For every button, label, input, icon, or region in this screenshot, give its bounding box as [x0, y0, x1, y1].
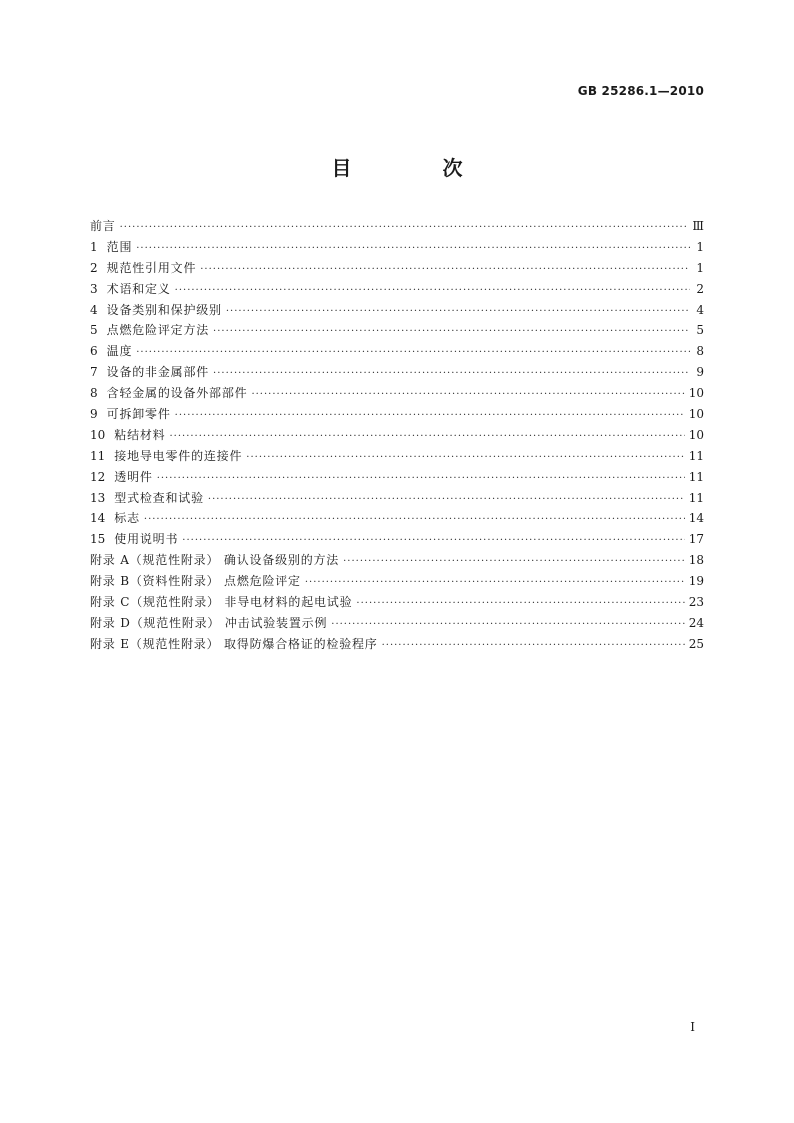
toc-leader-dots: [175, 281, 690, 302]
toc-entry-label: 范围: [106, 239, 133, 254]
toc-leader-dots: [382, 636, 685, 657]
toc-entry-number: 5: [90, 323, 98, 338]
toc-entry-label: 附录 B（资料性附录） 点燃危险评定: [90, 574, 301, 589]
toc-entry-label: 可拆卸零件: [106, 407, 171, 422]
toc-entry[interactable]: [90, 592, 704, 613]
toc-entry-label: 接地导电零件的连接件: [114, 448, 243, 463]
toc-leader-dots: [175, 406, 685, 427]
toc-entry-page: 24: [688, 615, 704, 630]
toc-entry[interactable]: [90, 362, 704, 383]
toc-leader-dots: [251, 385, 684, 406]
toc-entry-number: 7: [90, 365, 98, 380]
toc-leader-dots: [157, 469, 685, 490]
toc-entry[interactable]: [90, 634, 704, 655]
toc-entry[interactable]: [90, 550, 704, 571]
toc-entry-label: 附录 E（规范性附录） 取得防爆合格证的检验程序: [90, 636, 378, 651]
page-number: I: [690, 1020, 695, 1034]
toc-entry[interactable]: [90, 216, 704, 237]
toc-entry-number: 6: [90, 344, 98, 359]
toc-entry[interactable]: [90, 383, 704, 404]
toc-entry-number: 8: [90, 386, 98, 401]
toc-entry[interactable]: [90, 613, 704, 634]
toc-entry-page: 18: [688, 553, 704, 568]
toc-leader-dots: [356, 594, 684, 615]
toc-entry-page: 1: [696, 239, 704, 254]
toc-entry-page: 10: [688, 427, 704, 442]
toc-entry-page: 17: [688, 532, 704, 547]
toc-entry-label: 含轻金属的设备外部部件: [106, 386, 248, 401]
toc-leader-dots: [213, 322, 690, 343]
toc-leader-dots: [136, 239, 690, 260]
toc-leader-dots: [208, 490, 685, 511]
toc-leader-dots: [246, 448, 684, 469]
toc-leader-dots: [331, 615, 684, 636]
toc-leader-dots: [120, 218, 689, 239]
toc-entry-number: 2: [90, 260, 98, 275]
toc-entry[interactable]: [90, 341, 704, 362]
toc-entry-label: 附录 C（规范性附录） 非导电材料的起电试验: [90, 595, 353, 610]
toc-entry-number: 15: [90, 532, 106, 547]
toc-entry[interactable]: [90, 237, 704, 258]
toc-leader-dots: [169, 427, 684, 448]
toc-entry-label: 附录 A（规范性附录） 确认设备级别的方法: [90, 553, 340, 568]
toc-entry-page: 8: [696, 344, 704, 359]
toc-entry-label: 术语和定义: [106, 281, 171, 296]
toc-entry[interactable]: [90, 320, 704, 341]
toc-leader-dots: [200, 260, 690, 281]
toc-entry-page: 4: [696, 302, 704, 317]
toc-entry-page: 9: [696, 365, 704, 380]
toc-entry-label: 设备的非金属部件: [106, 365, 210, 380]
toc-entry-number: 10: [90, 427, 106, 442]
toc-entry-number: 4: [90, 302, 98, 317]
toc-entry-number: 1: [90, 239, 98, 254]
toc-entry-number: 13: [90, 490, 106, 505]
toc-leader-dots: [226, 302, 690, 323]
toc-entry[interactable]: [90, 571, 704, 592]
toc-entry-page: 19: [688, 574, 704, 589]
table-of-contents: [90, 216, 704, 655]
toc-entry-number: 14: [90, 511, 106, 526]
page-title: 目 次: [331, 156, 505, 180]
standard-code: GB 25286.1—2010: [577, 84, 704, 98]
toc-entry-page: 10: [688, 407, 704, 422]
toc-entry-label: 粘结材料: [114, 427, 166, 442]
toc-entry-label: 规范性引用文件: [106, 260, 197, 275]
toc-entry-page: 1: [696, 260, 704, 275]
toc-entry-label: 附录 D（规范性附录） 冲击试验装置示例: [90, 615, 328, 630]
toc-leader-dots: [213, 364, 690, 385]
toc-entry[interactable]: [90, 508, 704, 529]
toc-entry[interactable]: [90, 279, 704, 300]
toc-entry-label: 温度: [106, 344, 133, 359]
toc-entry-label: 设备类别和保护级别: [106, 302, 222, 317]
toc-entry-page: 23: [688, 595, 704, 610]
toc-entry-page: 11: [688, 448, 704, 463]
toc-entry[interactable]: [90, 446, 704, 467]
toc-entry-label: 标志: [114, 511, 140, 526]
toc-entry-number: 9: [90, 407, 98, 422]
toc-entry-label: 点燃危险评定方法: [106, 323, 210, 338]
toc-entry-page: 14: [688, 511, 704, 526]
toc-entry-number: 3: [90, 281, 98, 296]
toc-leader-dots: [136, 343, 690, 364]
toc-entry[interactable]: [90, 425, 704, 446]
toc-entry-label: 前言: [90, 219, 116, 233]
toc-leader-dots: [144, 510, 685, 531]
toc-entry[interactable]: [90, 488, 704, 509]
toc-entry[interactable]: [90, 258, 704, 279]
toc-entry[interactable]: [90, 404, 704, 425]
toc-entry[interactable]: [90, 529, 704, 550]
toc-entry-page: 10: [688, 386, 704, 401]
toc-leader-dots: [305, 573, 685, 594]
toc-leader-dots: [343, 552, 685, 573]
toc-entry[interactable]: [90, 300, 704, 321]
toc-entry-number: 11: [90, 448, 106, 463]
toc-entry-number: 12: [90, 469, 106, 484]
toc-entry-page: 11: [688, 469, 704, 484]
toc-entry-label: 透明件: [114, 469, 153, 484]
toc-entry-page: 11: [688, 490, 704, 505]
toc-entry[interactable]: [90, 467, 704, 488]
toc-entry-page: 5: [696, 323, 704, 338]
toc-entry-label: 使用说明书: [114, 532, 179, 547]
toc-entry-page: 2: [696, 281, 704, 296]
toc-entry-label: 型式检查和试验: [114, 490, 204, 505]
toc-entry-page: 25: [688, 636, 704, 651]
toc-leader-dots: [182, 531, 684, 552]
toc-entry-page: Ⅲ: [692, 219, 704, 233]
